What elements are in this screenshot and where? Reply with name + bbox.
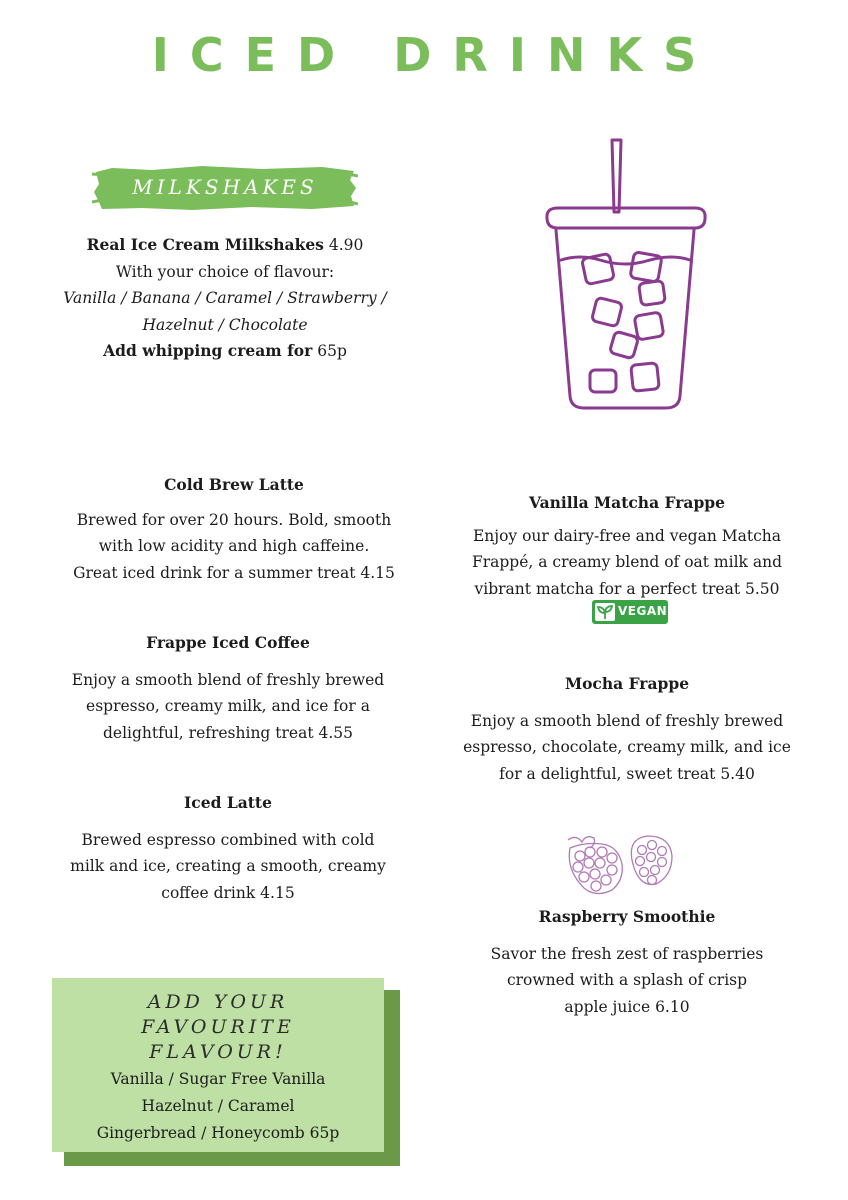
milkshake-flavours-1: Vanilla / Banana / Caramel / Strawberry / bbox=[63, 289, 387, 307]
frappe-iced-name: Frappe Iced Coffee bbox=[146, 633, 310, 652]
cold-brew-line: Brewed for over 20 hours. Bold, smooth bbox=[76, 510, 392, 529]
flavour-line: Hazelnut / Caramel bbox=[141, 1097, 295, 1115]
matcha-line: vibrant matcha for a perfect treat 5.50 bbox=[474, 579, 780, 598]
matcha-name: Vanilla Matcha Frappe bbox=[528, 493, 725, 512]
cold-brew-section bbox=[44, 472, 424, 586]
leaf-icon bbox=[595, 603, 615, 621]
cream-price: 65p bbox=[317, 342, 347, 360]
flavour-box-heading bbox=[52, 990, 384, 1065]
iced-latte-name: Iced Latte bbox=[184, 793, 272, 812]
iced-latte-section bbox=[38, 790, 418, 906]
iced-latte-line: Brewed espresso combined with cold bbox=[81, 830, 375, 849]
flavour-heading-line: FLAVOUR! bbox=[149, 1041, 287, 1063]
matcha-section bbox=[434, 490, 820, 602]
vegan-badge-text: VEGAN bbox=[618, 604, 668, 618]
raspberry-name: Raspberry Smoothie bbox=[538, 907, 716, 926]
cold-brew-line: with low acidity and high caffeine. bbox=[98, 537, 370, 555]
milkshake-price: 4.90 bbox=[328, 236, 364, 254]
vegan-badge bbox=[592, 600, 668, 624]
matcha-line: Enjoy our dairy-free and vegan Matcha bbox=[472, 526, 782, 545]
raspberry-line: apple juice 6.10 bbox=[564, 997, 690, 1016]
raspberry-illustration bbox=[562, 830, 680, 900]
matcha-line: Frappé, a creamy blend of oat milk and bbox=[471, 553, 782, 571]
flavour-heading-line: FAVOURITE bbox=[141, 1016, 295, 1038]
milkshakes-section bbox=[40, 232, 410, 365]
iced-cup-illustration bbox=[540, 138, 710, 414]
iced-latte-line: coffee drink 4.15 bbox=[161, 883, 295, 902]
flavour-line: Vanilla / Sugar Free Vanilla bbox=[110, 1070, 326, 1088]
flavour-line: Gingerbread / Honeycomb 65p bbox=[96, 1124, 340, 1142]
raspberry-section bbox=[434, 904, 820, 1020]
frappe-iced-line: espresso, creamy milk, and ice for a bbox=[86, 697, 370, 715]
raspberry-line: Savor the fresh zest of raspberries bbox=[490, 944, 764, 963]
milkshake-flavour-intro: With your choice of flavour: bbox=[115, 262, 335, 281]
raspberry-line: crowned with a splash of crisp bbox=[506, 971, 748, 989]
mocha-name: Mocha Frappe bbox=[564, 674, 690, 693]
mocha-line: for a delightful, sweet treat 5.40 bbox=[499, 764, 755, 783]
frappe-iced-line: Enjoy a smooth blend of freshly brewed bbox=[71, 670, 385, 689]
milkshake-flavours-2: Hazelnut / Chocolate bbox=[142, 315, 308, 334]
frappe-iced-line: delightful, refreshing treat 4.55 bbox=[102, 723, 354, 742]
cold-brew-name: Cold Brew Latte bbox=[164, 475, 304, 494]
milkshake-name: Real Ice Cream Milkshakes bbox=[86, 235, 324, 254]
mocha-line: espresso, chocolate, creamy milk, and ice bbox=[463, 738, 791, 756]
cream-label: Add whipping cream for bbox=[103, 341, 313, 360]
frappe-iced-section bbox=[38, 630, 418, 746]
page-title: ICED DRINKS bbox=[151, 28, 718, 82]
flavour-box-body bbox=[52, 1066, 384, 1147]
mocha-line: Enjoy a smooth blend of freshly brewed bbox=[470, 711, 784, 730]
cold-brew-line: Great iced drink for a summer treat 4.15 bbox=[73, 563, 395, 582]
iced-latte-line: milk and ice, creating a smooth, creamy bbox=[70, 857, 386, 875]
flavour-heading-line: ADD YOUR bbox=[147, 991, 289, 1013]
milkshakes-label: MILKSHAKES bbox=[132, 175, 318, 199]
mocha-section bbox=[434, 671, 820, 787]
